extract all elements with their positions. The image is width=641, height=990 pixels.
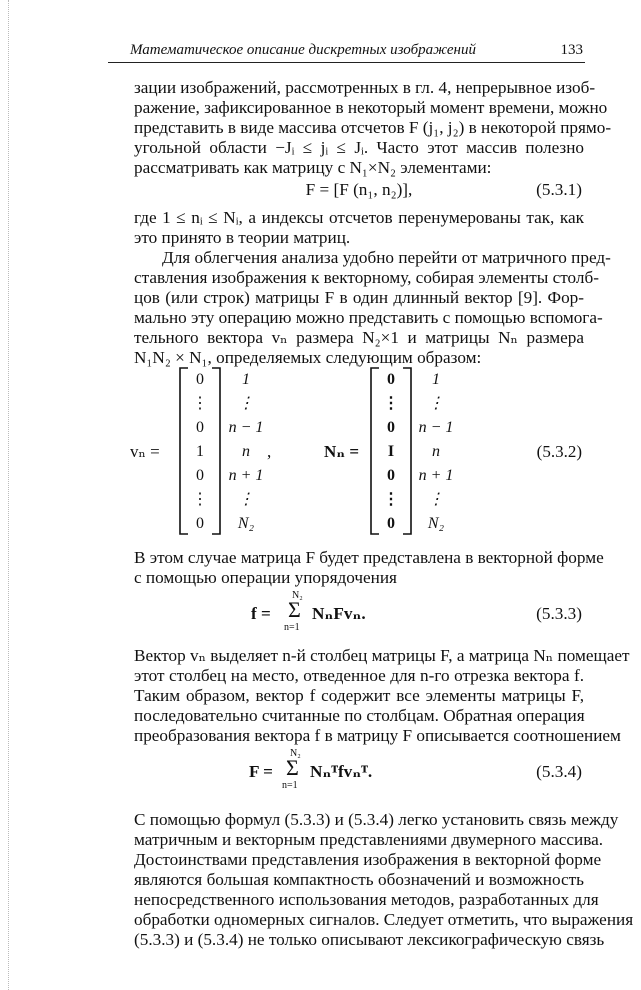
- text-line: матричным и векторным представлениями двумерного массива.: [134, 830, 604, 849]
- text-line: этот столбец на место, отведенное для n-го отрезка вектора f.: [134, 666, 584, 685]
- comma: ,: [267, 442, 272, 461]
- paragraph-1: [134, 78, 612, 178]
- text-line: угольной области −Jᵢ ≤ jᵢ ≤ Jᵢ. Часто этот массив полезно: [134, 138, 584, 157]
- equation-number: (5.3.1): [536, 180, 582, 199]
- text-line: мально эту операцию можно представить с помощью вспомога-: [134, 308, 603, 327]
- text-line: где 1 ≤ nᵢ ≤ Nᵢ, а индексы отсчетов перенумерованы так, как: [134, 208, 584, 227]
- text-line: Для облегчения анализа удобно перейти от матричного пред-: [162, 248, 611, 267]
- eq-rhs: Nₙᵀfvₙᵀ.: [310, 762, 373, 781]
- v-vector-entry: ⋮: [192, 491, 208, 508]
- n-row-index: ⋮: [428, 491, 444, 508]
- v-vector-entry: 1: [196, 443, 204, 460]
- text-line: непосредственного использования методов, разработанных для: [134, 890, 599, 909]
- v-row-index: n − 1: [228, 419, 264, 436]
- text-line: последовательно считанные по столбцам. Обратная операция: [134, 706, 585, 725]
- paragraph-5: [134, 646, 630, 746]
- eq-lhs: f =: [251, 604, 271, 623]
- v-vector-entry: 0: [196, 467, 204, 484]
- v-vector-entry: 0: [196, 371, 204, 388]
- n-matrix-entry: ⋮: [383, 395, 399, 412]
- equation-body: F = [F (n₁, n₂)],: [305, 180, 413, 199]
- scan-edge-line: [8, 0, 9, 990]
- text-line: Достоинствами представления изображения в векторной форме: [134, 850, 602, 869]
- sum-upper-limit: N₂: [290, 748, 301, 759]
- n-row-index: n + 1: [418, 467, 454, 484]
- n-row-index: 1: [432, 371, 440, 388]
- text-line: Вектор vₙ выделяет n-й столбец матрицы F, а матрица Nₙ помещает: [134, 646, 630, 665]
- v-row-index: 1: [242, 371, 250, 388]
- equation-5-3-2: [130, 362, 584, 542]
- n-row-index: N₂: [427, 515, 445, 532]
- n-row-index: n: [432, 443, 440, 460]
- n-row-index: n − 1: [418, 419, 454, 436]
- paragraph-3: [134, 248, 611, 368]
- text-line: цов (или строк) матрицы F в один длинный вектор [9]. Фор-: [134, 288, 584, 307]
- eq-rhs: NₙFvₙ.: [312, 604, 366, 623]
- paragraph-2: [134, 208, 584, 248]
- text-line: с помощью операции упорядочения: [134, 568, 397, 587]
- text-line: N₁N₂ × N₁, определяемых следующим образом:: [134, 348, 482, 367]
- text-line: это принято в теории матриц.: [134, 228, 351, 247]
- page-number: 133: [560, 42, 583, 58]
- n-matrix-entry: 0: [387, 419, 395, 436]
- v-vector-entry: 0: [196, 515, 204, 532]
- text-line: (5.3.3) и (5.3.4) не только описывают лексикографическую связь: [134, 930, 605, 949]
- n-matrix-label: Nₙ =: [324, 442, 360, 461]
- v-vector-label: vₙ =: [130, 442, 160, 461]
- v-row-index: n + 1: [228, 467, 264, 484]
- text-line: ставления изображения к векторному, собирая элементы столб-: [134, 268, 599, 287]
- sum-symbol: Σ: [288, 597, 301, 622]
- v-row-index: ⋮: [238, 491, 254, 508]
- sum-upper-limit: N₂: [292, 590, 303, 601]
- sum-symbol: Σ: [286, 755, 299, 780]
- n-matrix-entry: 0: [387, 371, 395, 388]
- paragraph-6: [134, 810, 634, 950]
- equation-5-3-3: [134, 592, 584, 642]
- text-line: Таким образом, вектор f содержит все элементы матрицы F,: [134, 686, 584, 705]
- n-matrix-entry: ⋮: [383, 491, 399, 508]
- text-line: тельного вектора vₙ размера N₂×1 и матрицы Nₙ размера: [134, 328, 584, 347]
- v-vector-entry: ⋮: [192, 395, 208, 412]
- n-row-index: ⋮: [428, 395, 444, 412]
- n-matrix-entry: I: [387, 443, 395, 460]
- sum-lower-limit: n=1: [284, 622, 300, 633]
- text-line: являются большая компактность обозначений и возможность: [134, 870, 584, 889]
- text-line: преобразования вектора f в матрицу F описывается соотношением: [134, 726, 621, 745]
- equation-5-3-4: [134, 748, 584, 798]
- sum-lower-limit: n=1: [282, 780, 298, 791]
- n-matrix-entry: 0: [387, 467, 395, 484]
- text-line: представить в виде массива отсчетов F (j₁, j₂) в некоторой прямо-: [134, 118, 612, 137]
- n-matrix-entry: 0: [387, 515, 395, 532]
- text-line: ражение, зафиксированное в некоторый момент времени, можно: [134, 98, 608, 117]
- v-row-index: ⋮: [238, 395, 254, 412]
- v-row-index: n: [242, 443, 250, 460]
- equation-5-3-1: [134, 178, 584, 206]
- equation-number: (5.3.3): [536, 604, 582, 623]
- equation-number: (5.3.2): [536, 442, 582, 461]
- v-vector-entry: 0: [196, 419, 204, 436]
- equation-number: (5.3.4): [536, 762, 582, 781]
- running-title: Математическое описание дискретных изображений: [130, 42, 476, 58]
- text-line: С помощью формул (5.3.3) и (5.3.4) легко установить связь между: [134, 810, 619, 829]
- running-header: [108, 38, 585, 63]
- text-line: В этом случае матрица F будет представлена в векторной форме: [134, 548, 604, 567]
- text-line: зации изображений, рассмотренных в гл. 4, непрерывное изоб-: [134, 78, 596, 97]
- text-line: рассматривать как матрицу с N₁×N₂ элементами:: [134, 158, 492, 177]
- eq-lhs: F =: [249, 762, 273, 781]
- text-line: обработки одномерных сигналов. Следует отметить, что выражения: [134, 910, 634, 929]
- paragraph-4: [134, 548, 604, 588]
- v-row-index: N₂: [237, 515, 255, 532]
